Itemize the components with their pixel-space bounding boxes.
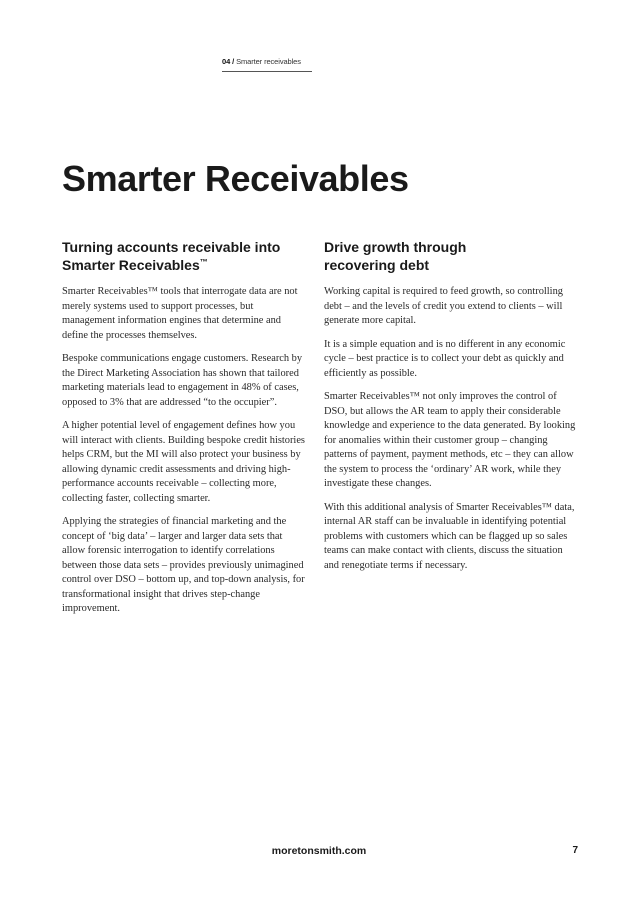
- left-paragraph-4: Applying the strategies of financial marketing and the concept of ‘big data’ – larger and larger data sets that allow forensic interrogation to identify correlations between those data sets – provides previously unimagined control over DSO – bottom up, and top-down analysis, for transformational insight that drives step-change improvement.: [62, 516, 305, 614]
- left-column: [62, 238, 306, 626]
- right-heading-line1: Drive growth through: [324, 239, 467, 255]
- left-paragraph-2: Bespoke communications engage customers. Research by the Direct Marketing Association has shown that tailored marketing materials lead to engagement in 48% of cases, opposed to 3% that are addressed “to the occupier”.: [62, 353, 303, 408]
- right-paragraph-2: It is a simple equation and is no different in any economic cycle – best practice is to collect your debt as quickly and efficiently as possible.: [324, 338, 566, 379]
- left-paragraph-3: A higher potential level of engagement defines how you will interact with clients. Building bespoke credit histories helps CRM, but the MI will also protect your business by allowing dynamic credit assessments and driving high-performance accounts receivable – collecting more, collecting faster, collecting smarter.: [62, 420, 305, 504]
- left-heading-line1: Turning accounts receivable into: [62, 239, 281, 255]
- section-number: 04 /: [222, 57, 235, 66]
- left-heading-line2: Smarter Receivables: [62, 257, 200, 273]
- left-paragraph-1: Smarter Receivables™ tools that interrogate data are not merely systems used to support processes, but management information engines that determine and define the processes themselves.: [62, 286, 298, 341]
- header-divider: [222, 71, 312, 72]
- right-heading-line2: recovering debt: [324, 257, 430, 273]
- footer-website: moretonsmith.com: [271, 845, 367, 857]
- left-column-heading: [62, 238, 306, 274]
- right-paragraph-4: With this additional analysis of Smarter Receivables™ data, internal AR staff can be invaluable in identifying potential problems with customers which can be flagged up so sales teams can make contact with clients, discuss the situation and renegotiate terms if necessary.: [324, 501, 575, 571]
- page-number: 7: [572, 845, 578, 856]
- right-column-heading: [324, 238, 576, 274]
- page-title: Smarter Receivables: [62, 158, 409, 199]
- right-paragraph-3: Smarter Receivables™ not only improves the control of DSO, but allows the AR team to apply their considerable knowledge and experience to the data generated. By looking for anomalies within their customer group – changing patterns of payment, payment methods, etc – they can allow the system to process the ‘ordinary’ AR work, while they investigate these changes.: [324, 391, 576, 489]
- right-column: [324, 238, 576, 582]
- right-paragraph-1: Working capital is required to feed growth, so controlling debt – and the levels of credit you extend to clients – will generate more capital.: [324, 286, 563, 326]
- trademark-mark: ™: [199, 257, 208, 267]
- section-header: [222, 57, 312, 66]
- section-title: Smarter receivables: [236, 57, 301, 66]
